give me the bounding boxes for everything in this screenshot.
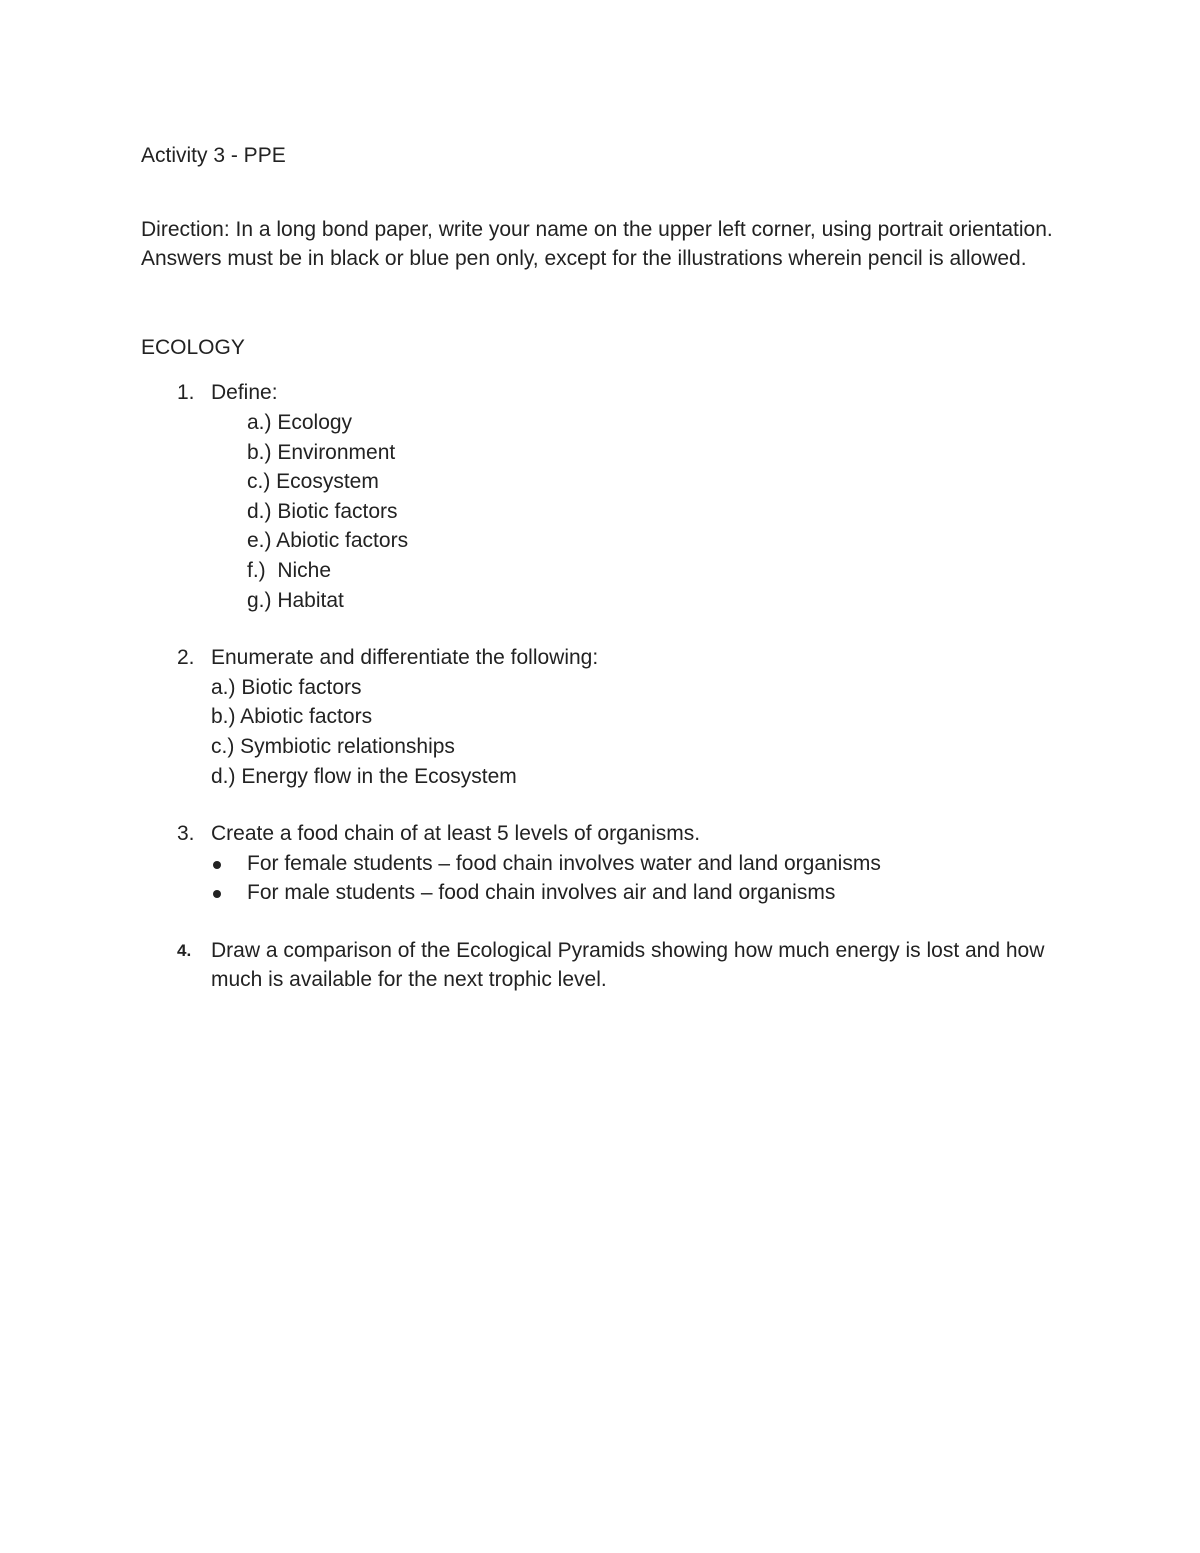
- question-2: [141, 643, 1061, 791]
- question-4: [141, 936, 1061, 995]
- list-item: c.) Symbiotic relationships: [211, 734, 455, 758]
- list-item: d.) Biotic factors: [247, 499, 398, 523]
- list-item: a.) Biotic factors: [211, 675, 362, 699]
- bullet-icon: [213, 890, 221, 898]
- list-item: b.) Environment: [247, 440, 396, 464]
- answer-instructions: Answers must be in black or blue pen only, except for the illustrations wherein pencil is allowed.: [141, 247, 1027, 271]
- question-text: Create a food chain of at least 5 levels of organisms.: [211, 822, 701, 846]
- list-item: c.) Ecosystem: [247, 470, 379, 494]
- bullet-icon: [213, 861, 221, 869]
- bullet-item-female: [211, 849, 1061, 879]
- direction-block: [141, 215, 1061, 274]
- question-number: 4.: [177, 940, 192, 960]
- list-item: a.) Ecology: [247, 410, 353, 434]
- bullet-text: For female students – food chain involves water and land organisms: [247, 851, 881, 875]
- section-title: ECOLOGY: [141, 335, 245, 359]
- question-text: Draw a comparison of the Ecological Pyramids showing how much energy is lost and how much is available for the next trophic level.: [211, 938, 1045, 992]
- question-text: Define:: [211, 381, 278, 405]
- bullet-text: For male students – food chain involves air and land organisms: [247, 881, 836, 905]
- list-item: b.) Abiotic factors: [211, 705, 373, 729]
- question-1: [141, 378, 1061, 615]
- list-item: e.) Abiotic factors: [247, 529, 409, 553]
- question-text: Enumerate and differentiate the following:: [211, 646, 599, 670]
- question-number: 2.: [177, 646, 195, 670]
- question-3: [141, 819, 1061, 908]
- list-item: d.) Energy flow in the Ecosystem: [211, 764, 517, 788]
- activity-title: Activity 3 - PPE: [141, 144, 286, 167]
- bullet-item-male: [211, 878, 1061, 908]
- direction-text: Direction: In a long bond paper, write your name on the upper left corner, using portrait orientation.: [141, 217, 1053, 241]
- list-item: g.) Habitat: [247, 588, 344, 612]
- question-number: 3.: [177, 822, 195, 846]
- question-number: 1.: [177, 381, 195, 405]
- document-page: [141, 141, 1061, 995]
- list-item: f.) Niche: [247, 558, 332, 582]
